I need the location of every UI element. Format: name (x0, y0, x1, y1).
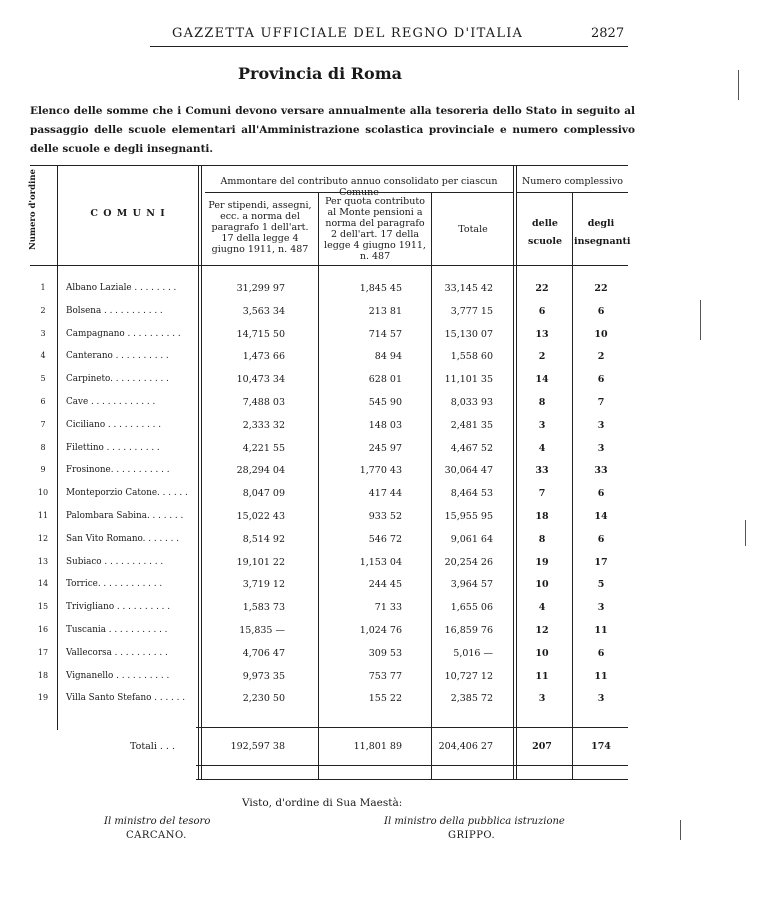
scan-speck (745, 520, 746, 546)
row-comune: Bolsena . . . . . . . . . . . (66, 306, 163, 316)
row-pensioni: 546 72 (368, 534, 402, 545)
row-stipendi: 10,473 34 (236, 374, 285, 385)
row-scuole: 4 (538, 602, 546, 613)
row-scuole: 10 (535, 579, 549, 590)
row-totale: 2,385 72 (450, 693, 493, 704)
col-divider-comuni (198, 165, 202, 780)
row-stipendi: 15,022 43 (236, 511, 285, 522)
row-insegnanti: 6 (597, 648, 605, 659)
row-order-number: 15 (37, 602, 49, 611)
row-totale: 3,964 57 (450, 579, 493, 590)
row-pensioni: 628 01 (368, 374, 402, 385)
intro-paragraph: Elenco delle somme che i Comuni devono versare annualmente alla tesoreria dello Stato in seguito al passaggio delle scuole elementari all'Amministrazione scolastica provinciale e numero complessivo delle scuole e degli insegnanti. (30, 105, 635, 155)
row-totale: 30,064 47 (444, 465, 493, 476)
col-divider-scuole (572, 192, 573, 780)
row-stipendi: 15,835 — (239, 625, 285, 636)
row-scuole: 22 (535, 283, 549, 294)
row-comune: Tuscania . . . . . . . . . . . (66, 625, 168, 635)
totals-scuole: 207 (532, 741, 552, 752)
row-insegnanti: 2 (597, 351, 605, 362)
row-scuole: 7 (538, 488, 546, 499)
row-totale: 11,101 35 (444, 374, 493, 385)
row-order-number: 18 (37, 671, 49, 680)
row-stipendi: 3,719 12 (242, 579, 285, 590)
row-order-number: 11 (37, 511, 49, 520)
row-order-number: 16 (37, 625, 49, 634)
table-top-rule (30, 165, 628, 166)
row-totale: 16,859 76 (444, 625, 493, 636)
row-insegnanti: 7 (597, 397, 605, 408)
row-pensioni: 714 57 (368, 329, 402, 340)
visto-line: Visto, d'ordine di Sua Maestà: (242, 797, 403, 809)
row-insegnanti: 5 (597, 579, 605, 590)
row-totale: 5,016 — (453, 648, 493, 659)
row-comune: Trivigliano . . . . . . . . . . (66, 602, 171, 612)
row-totale: 1,558 60 (450, 351, 493, 362)
row-pensioni: 417 44 (368, 488, 402, 499)
row-pensioni: 309 53 (368, 648, 402, 659)
scan-speck (738, 70, 739, 100)
totals-bottom-rule (196, 765, 628, 766)
row-order-number: 10 (37, 488, 49, 497)
row-insegnanti: 33 (594, 465, 608, 476)
row-pensioni: 84 94 (374, 351, 402, 362)
row-stipendi: 7,488 03 (242, 397, 285, 408)
row-comune: Filettino . . . . . . . . . . (66, 443, 160, 453)
row-scuole: 14 (535, 374, 549, 385)
row-stipendi: 3,563 34 (242, 306, 285, 317)
row-order-number: 6 (40, 397, 46, 406)
scan-speck (700, 300, 701, 340)
insegnanti-header: degli insegnanti (574, 218, 631, 247)
minister-education-name: GRIPPO. (448, 830, 496, 841)
totals-totale: 204,406 27 (438, 741, 493, 752)
row-comune: Carpineto. . . . . . . . . . . (66, 374, 169, 384)
row-insegnanti: 17 (594, 557, 608, 568)
col-divider-stipendi (318, 192, 319, 780)
row-pensioni: 1,845 45 (359, 283, 402, 294)
gazette-title: GAZZETTA UFFICIALE DEL REGNO D'ITALIA (172, 26, 524, 41)
scan-speck (680, 820, 681, 840)
row-insegnanti: 11 (594, 625, 608, 636)
minister-treasury-role: Il ministro del tesoro (104, 816, 211, 827)
row-order-number: 17 (37, 648, 49, 657)
header-rule (150, 46, 628, 47)
row-stipendi: 1,583 73 (242, 602, 285, 613)
row-pensioni: 71 33 (374, 602, 402, 613)
row-scuole: 11 (535, 671, 549, 682)
totale-header: Totale (458, 224, 488, 235)
row-stipendi: 19,101 22 (236, 557, 285, 568)
row-order-number: 19 (37, 693, 49, 702)
stipendi-header: Per stipendi, assegni, ecc. a norma del paragrafo 1 dell'art. 17 della legge 4 giugno 1911, n. 487 (208, 200, 312, 255)
row-scuole: 6 (538, 306, 546, 317)
row-pensioni: 148 03 (368, 420, 402, 431)
row-stipendi: 31,299 97 (236, 283, 285, 294)
row-totale: 9,061 64 (450, 534, 493, 545)
row-scuole: 10 (535, 648, 549, 659)
row-insegnanti: 6 (597, 488, 605, 499)
row-totale: 8,033 93 (450, 397, 493, 408)
row-order-number: 3 (40, 329, 46, 338)
row-scuole: 19 (535, 557, 549, 568)
row-scuole: 3 (538, 420, 546, 431)
row-totale: 3,777 15 (450, 306, 493, 317)
pensioni-header: Per quota contributo al Monte pensioni a norma del paragrafo 2 dell'art. 17 della legge 4 giugno 1911, n. 487 (324, 196, 426, 262)
row-pensioni: 245 97 (368, 443, 402, 454)
row-stipendi: 2,230 50 (242, 693, 285, 704)
row-pensioni: 545 90 (368, 397, 402, 408)
row-totale: 20,254 26 (444, 557, 493, 568)
row-pensioni: 753 77 (368, 671, 402, 682)
row-insegnanti: 3 (597, 443, 605, 454)
province-title: Provincia di Roma (238, 64, 402, 83)
row-insegnanti: 6 (597, 374, 605, 385)
row-insegnanti: 6 (597, 534, 605, 545)
row-insegnanti: 3 (597, 420, 605, 431)
scuole-header: delle scuole (527, 218, 563, 247)
row-comune: Vignanello . . . . . . . . . . (66, 671, 170, 681)
minister-treasury-name: CARCANO. (126, 830, 187, 841)
row-comune: Cave . . . . . . . . . . . . (66, 397, 156, 407)
row-stipendi: 4,221 55 (242, 443, 285, 454)
row-stipendi: 28,294 04 (236, 465, 285, 476)
row-comune: Campagnano . . . . . . . . . . (66, 329, 181, 339)
row-pensioni: 933 52 (368, 511, 402, 522)
row-comune: Subiaco . . . . . . . . . . . (66, 557, 164, 567)
row-stipendi: 14,715 50 (236, 329, 285, 340)
row-scuole: 33 (535, 465, 549, 476)
row-stipendi: 1,473 66 (242, 351, 285, 362)
row-scuole: 12 (535, 625, 549, 636)
row-order-number: 1 (40, 283, 46, 292)
row-comune: Villa Santo Stefano . . . . . . (66, 693, 186, 703)
row-insegnanti: 3 (597, 693, 605, 704)
row-scuole: 8 (538, 397, 546, 408)
row-comune: Vallecorsa . . . . . . . . . . (66, 648, 168, 658)
row-comune: San Vito Romano. . . . . . . (66, 534, 180, 544)
row-totale: 33,145 42 (444, 283, 493, 294)
row-comune: Albano Laziale . . . . . . . . (66, 283, 177, 293)
row-order-number: 14 (37, 579, 49, 588)
row-totale: 1,655 06 (450, 602, 493, 613)
row-stipendi: 2,333 32 (242, 420, 285, 431)
row-order-number: 13 (37, 557, 49, 566)
row-totale: 4,467 52 (450, 443, 493, 454)
row-order-number: 12 (37, 534, 49, 543)
row-totale: 8,464 53 (450, 488, 493, 499)
totals-stipendi: 192,597 38 (230, 741, 285, 752)
col-divider-pensioni (431, 192, 432, 780)
numero-group-header: Numero complessivo (521, 176, 623, 187)
row-scuole: 2 (538, 351, 546, 362)
row-totale: 10,727 12 (444, 671, 493, 682)
row-totale: 2,481 35 (450, 420, 493, 431)
order-number-header: Numero d'ordine (28, 169, 38, 250)
row-comune: Frosinone. . . . . . . . . . . (66, 465, 170, 475)
row-insegnanti: 10 (594, 329, 608, 340)
row-order-number: 7 (40, 420, 46, 429)
totals-insegnanti: 174 (591, 741, 611, 752)
row-insegnanti: 6 (597, 306, 605, 317)
row-comune: Palombara Sabina. . . . . . . (66, 511, 184, 521)
row-scuole: 4 (538, 443, 546, 454)
row-pensioni: 1,024 76 (359, 625, 402, 636)
comuni-header: C O M U N I (90, 208, 166, 219)
row-totale: 15,130 07 (444, 329, 493, 340)
row-scuole: 13 (535, 329, 549, 340)
row-comune: Canterano . . . . . . . . . . (66, 351, 169, 361)
row-pensioni: 244 45 (368, 579, 402, 590)
totals-label: Totali . . . (130, 741, 175, 752)
row-pensioni: 1,153 04 (359, 557, 402, 568)
row-order-number: 4 (40, 351, 46, 360)
row-comune: Ciciliano . . . . . . . . . . (66, 420, 162, 430)
row-stipendi: 8,047 09 (242, 488, 285, 499)
row-insegnanti: 3 (597, 602, 605, 613)
contribution-group-header: Ammontare del contributo annuo consolidato per ciascun Comune (220, 176, 498, 198)
row-comune: Monteporzio Catone. . . . . . (66, 488, 188, 498)
row-comune: Torrice. . . . . . . . . . . . (66, 579, 163, 589)
row-totale: 15,955 95 (444, 511, 493, 522)
totals-pensioni: 11,801 89 (353, 741, 402, 752)
row-scuole: 3 (538, 693, 546, 704)
minister-education-role: Il ministro della pubblica istruzione (384, 816, 565, 827)
row-insegnanti: 11 (594, 671, 608, 682)
row-insegnanti: 14 (594, 511, 608, 522)
row-order-number: 9 (40, 465, 46, 474)
row-stipendi: 9,973 35 (242, 671, 285, 682)
row-order-number: 2 (40, 306, 46, 315)
col-divider-order (57, 165, 58, 730)
row-pensioni: 155 22 (368, 693, 402, 704)
table-end-rule (196, 779, 628, 780)
row-scuole: 18 (535, 511, 549, 522)
row-insegnanti: 22 (594, 283, 608, 294)
row-pensioni: 1,770 43 (359, 465, 402, 476)
row-scuole: 8 (538, 534, 546, 545)
row-order-number: 5 (40, 374, 46, 383)
row-stipendi: 8,514 92 (242, 534, 285, 545)
page-number: 2827 (591, 26, 625, 41)
row-order-number: 8 (40, 443, 46, 452)
row-pensioni: 213 81 (368, 306, 402, 317)
header-bottom-rule (30, 265, 628, 266)
row-stipendi: 4,706 47 (242, 648, 285, 659)
totals-top-rule (196, 727, 628, 728)
